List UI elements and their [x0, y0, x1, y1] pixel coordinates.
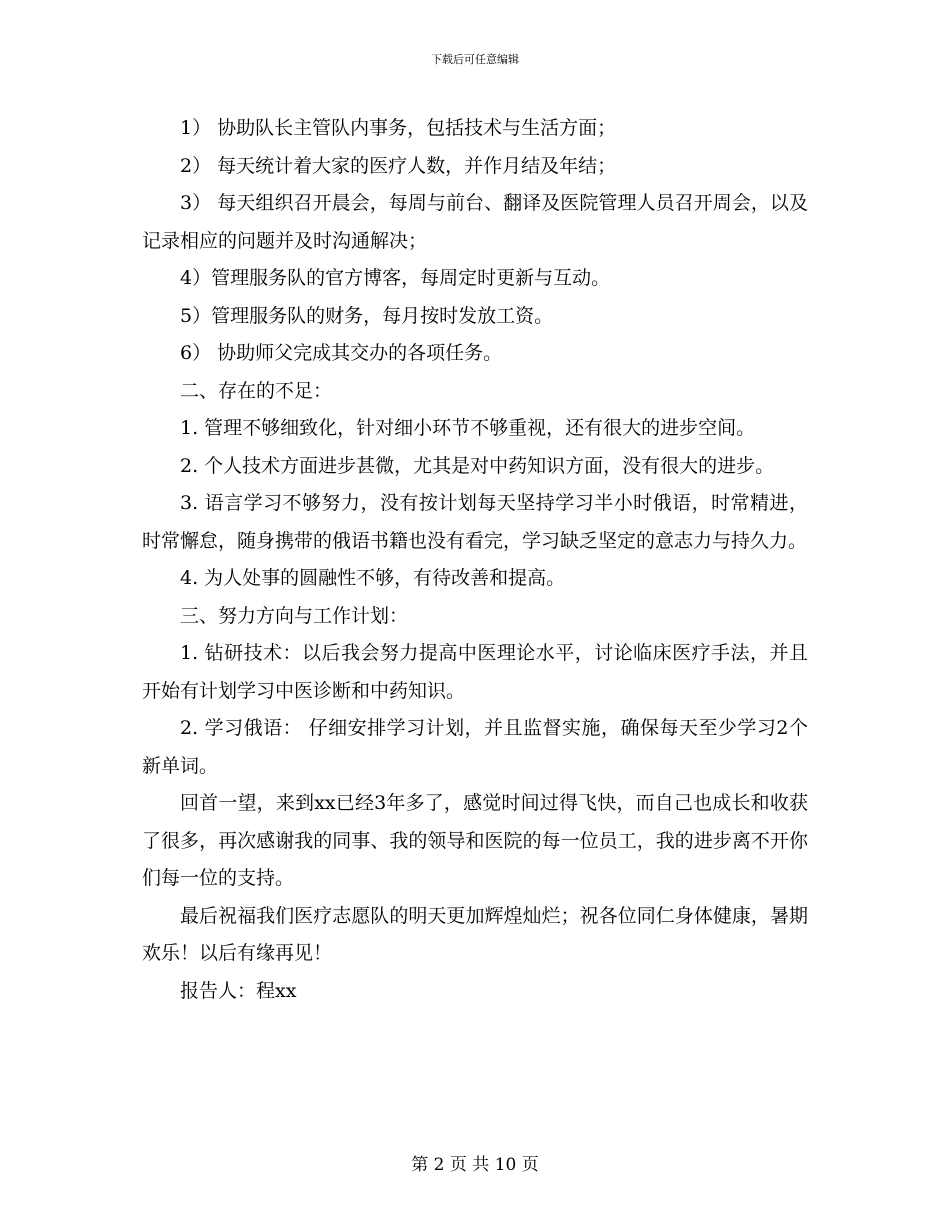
page-footer: 第 2 页 共 10 页 [411, 1155, 539, 1175]
paragraph-duty-1: 1） 协助队长主管队内事务，包括技术与生活方面； [180, 117, 617, 139]
section-heading-shortcomings: 二、存在的不足： [180, 379, 333, 402]
paragraph-shortcoming-3: 3. 语言学习不够努力，没有按计划每天坚持学习半小时俄语，时常精进，时常懈怠，随身携带的俄语书籍也没有看完，学习缺乏坚定的意志力与持久力。 [142, 492, 808, 552]
paragraph-duty-6: 6） 协助师父完成其交办的各项任务。 [180, 342, 503, 364]
paragraph-closing-wishes: 最后祝福我们医疗志愿队的明天更加辉煌灿烂；祝各位同仁身体健康，暑期欢乐！以后有缘再见！ [142, 904, 808, 964]
paragraph-shortcoming-4: 4. 为人处事的圆融性不够，有待改善和提高。 [180, 567, 566, 589]
reporter-signature: 报告人：程xx [180, 979, 297, 1002]
paragraph-shortcoming-2: 2. 个人技术方面进步甚微，尤其是对中药知识方面，没有很大的进步。 [180, 454, 775, 477]
paragraph-plan-2: 2. 学习俄语： 仔细安排学习计划，并且监督实施，确保每天至少学习2个新单词。 [142, 717, 808, 777]
paragraph-reflection: 回首一望，来到xx已经3年多了，感觉时间过得飞快，而自己也成长和收获了很多，再次感谢我的同事、我的领导和医院的每一位员工，我的进步离不开你们每一位的支持。 [142, 792, 808, 889]
paragraph-duty-5: 5）管理服务队的财务，每月按时发放工资。 [180, 304, 554, 327]
paragraph-shortcoming-1: 1. 管理不够细致化，针对细小环节不够重视，还有很大的进步空间。 [180, 417, 756, 439]
document-body [142, 110, 808, 1010]
paragraph-duty-4: 4）管理服务队的官方博客，每周定时更新与互动。 [180, 267, 611, 289]
paragraph-duty-2: 2） 每天统计着大家的医疗人数，并作月结及年结； [180, 154, 617, 177]
section-heading-plan: 三、努力方向与工作计划： [180, 604, 409, 627]
paragraph-plan-1: 1. 钻研技术：以后我会努力提高中医理论水平，讨论临床医疗手法，并且开始有计划学习中医诊断和中药知识。 [142, 642, 808, 702]
page-header: 下载后可任意编辑 [431, 53, 519, 66]
paragraph-duty-3: 3） 每天组织召开晨会，每周与前台、翻译及医院管理人员召开周会，以及记录相应的问题并及时沟通解决； [142, 192, 808, 252]
